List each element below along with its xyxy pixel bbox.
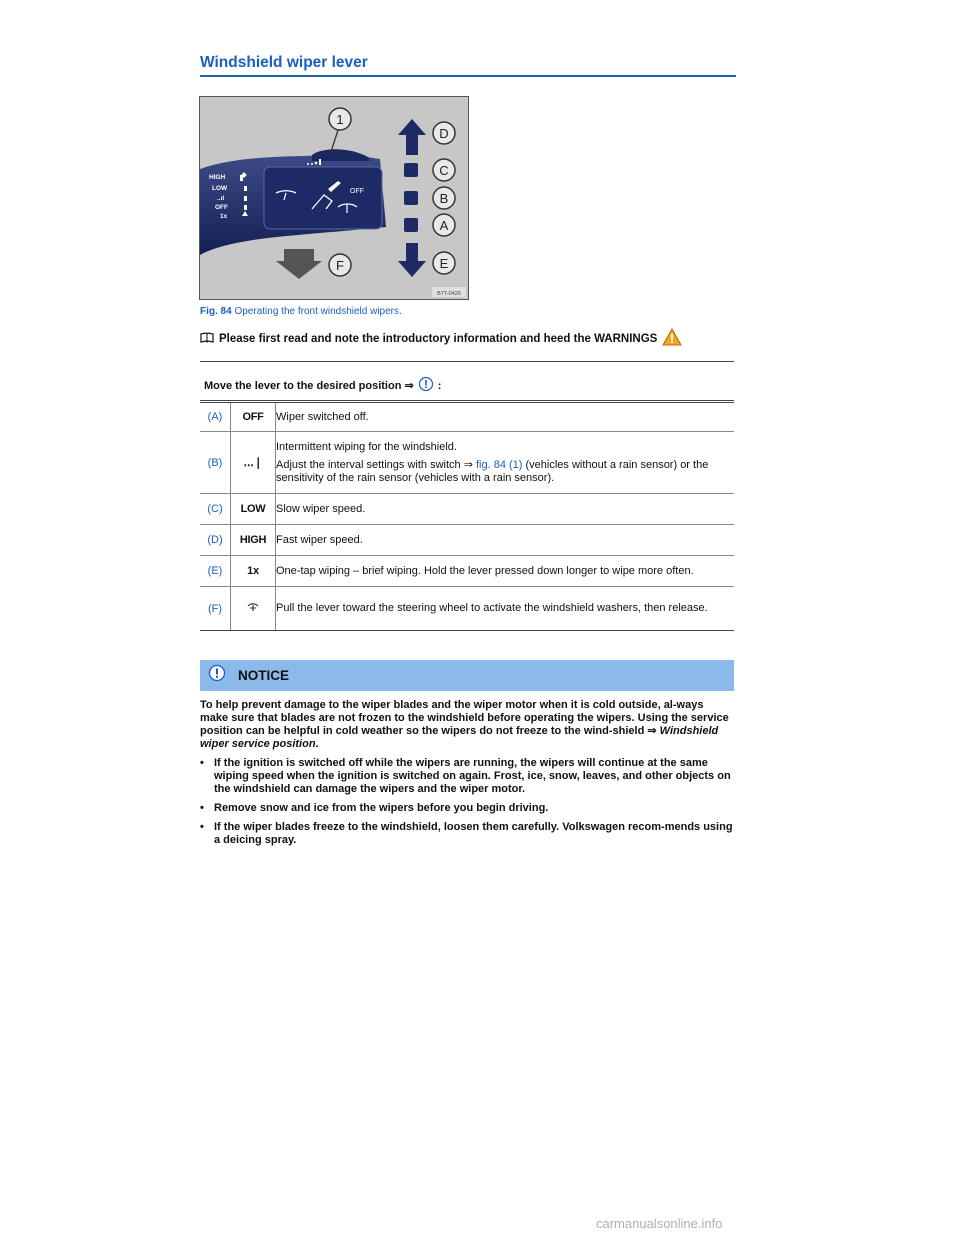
- svg-text:1: 1: [336, 112, 344, 127]
- row-description: Wiper switched off.: [276, 410, 369, 423]
- row-letter: (F): [200, 587, 231, 631]
- intro-line: [200, 328, 682, 349]
- lever-text-interval: ..ıl: [217, 195, 225, 202]
- table-row: [200, 432, 734, 494]
- row-description: Intermittent wiping for the windshield.: [276, 440, 457, 453]
- figure-caption-number: Fig. 84: [200, 306, 232, 317]
- table-row: [200, 556, 734, 587]
- row-letter: (B): [200, 432, 231, 494]
- intro-text: Please first read and note the introductory information and heed the WARNINGS: [219, 332, 658, 345]
- row-description-extra: Adjust the interval settings with switch ⇒ fig. 84 (1) (vehicles without a rain sensor) or the sensitivity of the rain sensor (vehicles with a rain sensor).: [276, 458, 709, 484]
- table-row: [200, 494, 734, 525]
- notice-icon[interactable]: [418, 376, 434, 395]
- figure-link[interactable]: fig. 84 (1): [475, 458, 523, 471]
- wiper-lever-illustration: [200, 97, 468, 299]
- position-b-square: [404, 191, 418, 205]
- warning-icon[interactable]: [662, 328, 682, 349]
- bullet-icon: •: [200, 802, 204, 814]
- bullet-icon: •: [200, 757, 204, 769]
- notice-bullet: • If the wiper blades freeze to the windshield, loosen them carefully. Volkswagen recom-mends using a deicing spray.: [200, 821, 733, 846]
- wiper-lever-figure: [199, 96, 469, 300]
- row-description: Fast wiper speed.: [276, 533, 363, 546]
- lever-dial: [264, 167, 382, 229]
- positions-table: [200, 400, 734, 631]
- service-position-link[interactable]: Windshield wiper service position: [200, 725, 719, 750]
- svg-text:A: A: [439, 218, 449, 233]
- svg-text:E: E: [439, 256, 449, 271]
- row-description: Slow wiper speed.: [276, 502, 366, 515]
- notice-title: NOTICE: [238, 668, 290, 683]
- table-row: [200, 587, 734, 631]
- notice-bullet: • Remove snow and ice from the wipers before you begin driving.: [200, 802, 549, 814]
- divider: [200, 361, 734, 362]
- notice-paragraph: To help prevent damage to the wiper blades and the wiper motor when it is cold outside, al-ways make sure that blades are not frozen to the windshield before operating the wipers. Using the service position can be helpful in cold weather so the wipers do not freeze to the wind-shield ⇒ Windshield wiper service position.: [200, 699, 729, 750]
- row-letter: (C): [200, 494, 231, 525]
- row-description: Pull the lever toward the steering wheel to activate the windshield washers, then release.: [276, 602, 708, 614]
- table-heading: Move the lever to the desired position ⇒ :: [204, 376, 441, 395]
- notice-header-icon: [208, 664, 226, 687]
- figure-caption-text: Operating the front windshield wipers.: [234, 306, 402, 317]
- row-letter: (A): [200, 402, 231, 432]
- off-symbol-icon: OFF: [231, 402, 276, 432]
- position-a-square: [404, 218, 418, 232]
- notice-bullet: • If the ignition is switched off while the wipers are running, the wipers will continue at the same wiping speed when the ignition is switched on again. Frost, ice, snow, leaves, and other objects on the windshield can damage the wipers and the wiper motor.: [200, 757, 731, 795]
- table-row: [200, 525, 734, 556]
- svg-text:C: C: [439, 163, 449, 178]
- bullet-icon: •: [200, 821, 204, 833]
- lever-text-off: OFF: [215, 204, 228, 211]
- notice-body: [200, 699, 734, 847]
- low-symbol-icon: LOW: [231, 494, 276, 525]
- figure-caption: [200, 306, 402, 317]
- table-row: [200, 402, 734, 432]
- interval-symbol-icon: ․․․❘: [231, 432, 276, 494]
- svg-text:F: F: [336, 258, 344, 273]
- page-title: Windshield wiper lever: [200, 54, 736, 77]
- figure-code: B7T-0426: [437, 291, 461, 297]
- notice-header: [200, 660, 734, 691]
- row-letter: (D): [200, 525, 231, 556]
- svg-text:D: D: [439, 126, 449, 141]
- svg-text:B: B: [439, 191, 449, 206]
- book-icon: [200, 332, 214, 346]
- high-symbol-icon: HIGH: [231, 525, 276, 556]
- watermark: carmanualsonline.info: [596, 1216, 723, 1231]
- row-letter: (E): [200, 556, 231, 587]
- lever-text-high: HIGH: [209, 174, 226, 181]
- lever-text-low: LOW: [212, 185, 228, 192]
- one-tap-symbol-icon: 1x: [231, 556, 276, 587]
- lever-text-once: 1x: [220, 213, 228, 220]
- lever-text-off-switch: OFF: [350, 188, 364, 195]
- position-c-square: [404, 163, 418, 177]
- washer-icon: [247, 604, 259, 616]
- row-description: One-tap wiping – brief wiping. Hold the lever pressed down longer to wipe more often.: [276, 564, 694, 577]
